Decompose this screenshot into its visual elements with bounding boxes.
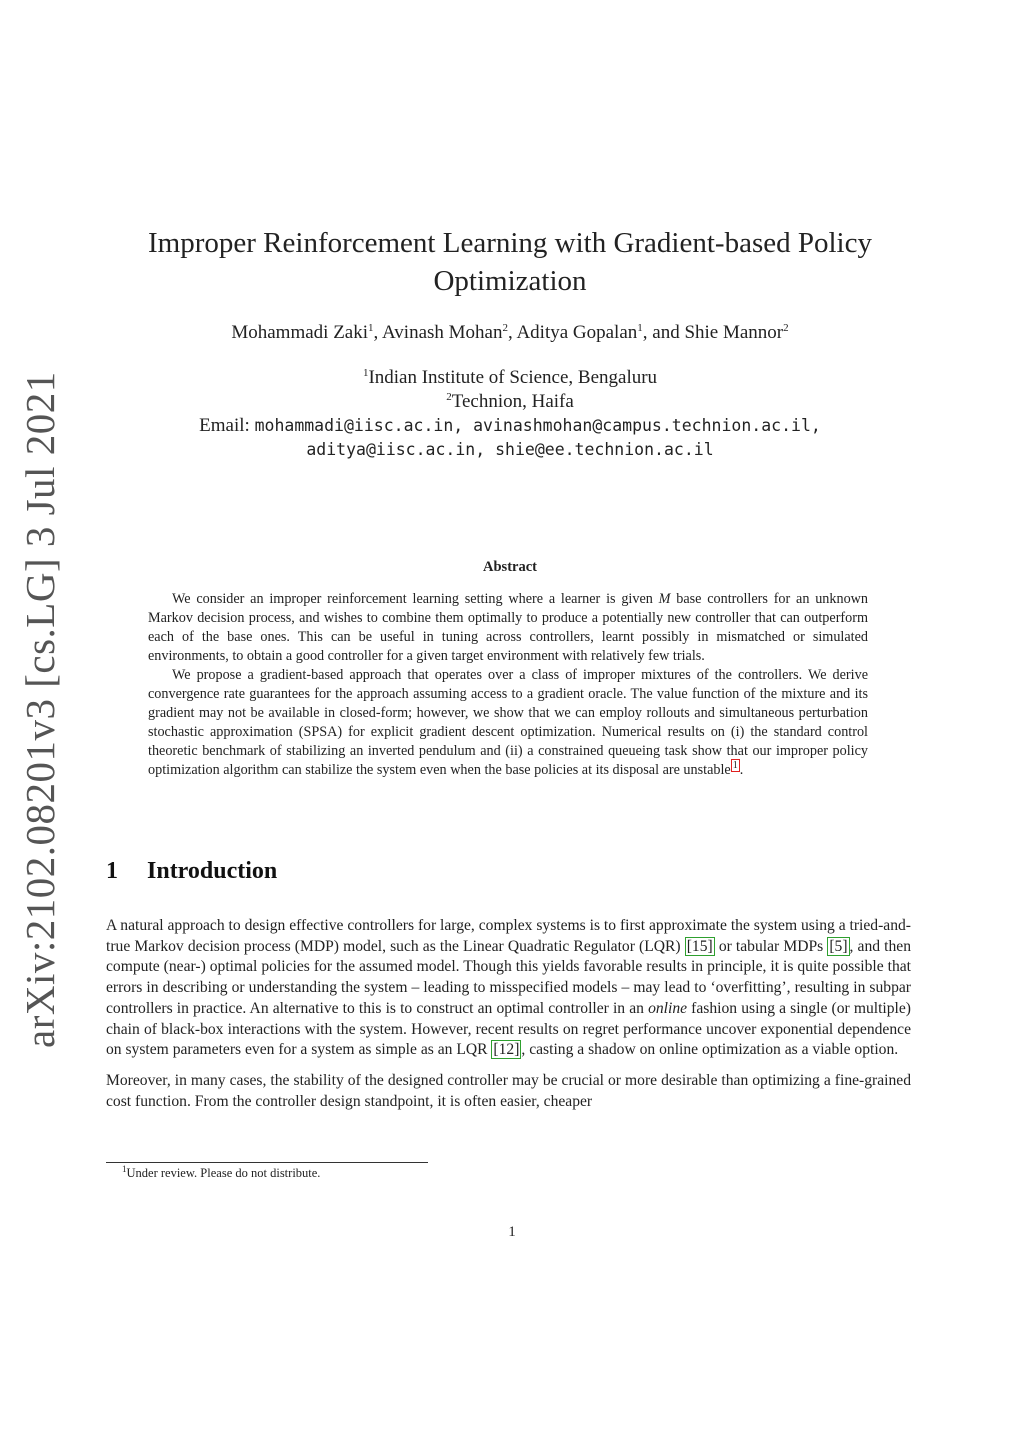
abstract-text: We propose a gradient-based approach that operates over a class of improper mixtures of the controllers. We derive convergence rate guarantees for the approach assuming access to a gradient oracle. The value function of the mixture and its gradient may not be available in closed-form; however, we show that we can employ rollouts and simultaneous perturbation stochastic approximation (SPSA) for explicit gradient descent optimization. Numerical results on (i) the standard control theoretic benchmark of stabilizing an inverted pendulum and (ii) a constrained queueing task show that our improper policy optimization algorithm can stabilize the system even when the base policies at its disposal are unstable (148, 667, 868, 778)
author-separator: , (507, 322, 517, 343)
author-name: Aditya Gopalan (516, 322, 638, 343)
footnote-text: Under review. Please do not distribute. (126, 1166, 321, 1180)
math-symbol: M (658, 591, 671, 607)
section-title: Introduction (147, 858, 278, 884)
emphasis-text: online (648, 999, 688, 1017)
author-list (110, 322, 910, 344)
citation-link[interactable]: [12] (493, 1041, 520, 1059)
title-line-1: Improper Reinforcement Learning with Gradient-based Policy (148, 227, 872, 259)
paper-title (110, 224, 910, 300)
citation-link[interactable]: [5] (829, 937, 848, 955)
affil-mark: 2 (446, 391, 452, 403)
footnote-mark: 1 (122, 1164, 127, 1174)
author-affil-mark: 2 (502, 322, 508, 334)
author-affil-mark: 1 (637, 322, 643, 334)
abstract-paragraph-1 (148, 590, 868, 666)
intro-paragraph-1 (106, 916, 911, 1061)
author-name: Shie Mannor (684, 322, 784, 343)
affiliation-2 (110, 390, 910, 414)
email-line-2 (110, 438, 910, 462)
introduction-body (106, 916, 911, 1122)
citation-link[interactable]: [15] (686, 937, 713, 955)
affil-text: Indian Institute of Science, Bengaluru (368, 367, 658, 388)
affil-mark: 1 (362, 367, 369, 379)
abstract-heading: Abstract (483, 559, 537, 575)
abstract-text: We consider an improper reinforcement learning setting where a learner is given (172, 591, 659, 607)
email-line-1 (110, 414, 910, 438)
email-label: Email: (199, 415, 250, 436)
intro-text: or tabular MDPs (714, 937, 828, 955)
page-number: 1 (508, 1224, 516, 1240)
footnote-link[interactable]: 1 (732, 760, 738, 771)
section-heading (106, 858, 277, 885)
author-affil-mark: 1 (368, 322, 374, 334)
author-name: Avinash Mohan (381, 322, 503, 343)
affiliations (110, 366, 910, 462)
arxiv-side-stamp: arXiv:2102.08201v3 [cs.LG] 3 Jul 2021 (17, 371, 63, 1048)
author-affil-mark: 2 (783, 322, 789, 334)
abstract-body (148, 590, 868, 780)
title-line-2: Optimization (433, 265, 587, 297)
section-number: 1 (106, 858, 118, 884)
email-addresses-1[interactable]: mohammadi@iisc.ac.in, avinashmohan@campus.technion.ac.il, (254, 416, 821, 435)
footnote (122, 1166, 320, 1181)
email-addresses-2[interactable]: aditya@iisc.ac.in, shie@ee.technion.ac.il (306, 440, 714, 459)
author-separator: , and (642, 322, 685, 343)
footnote-divider (106, 1162, 428, 1163)
intro-text: , casting a shadow on online optimization as a viable option. (521, 1041, 899, 1059)
intro-paragraph-2: Moreover, in many cases, the stability of the designed controller may be crucial or more desirable than optimizing a fine-grained cost function. From the controller design standpoint, it is often easier, cheaper (106, 1071, 911, 1110)
affiliation-1 (110, 366, 910, 390)
abstract-text: base controllers for an unknown Markov decision process, and wishes to combine them optimally to produce a potentially new controller that can outperform each of the base ones. This can be useful in tuning across controllers, learnt possibly in mismatched or simulated environments, to obtain a good controller for a given target environment with relatively few trials. (148, 591, 868, 664)
author-name: Mohammadi Zaki (231, 322, 369, 343)
intro-text: fashion using a single (or multiple) chain of black-box interactions with the system. However, recent results on regret performance uncover exponential dependence on system parameters even for a system as simple as an LQR (106, 999, 911, 1059)
abstract-paragraph-2 (148, 666, 868, 780)
intro-text: , and then compute (near-) optimal policies for the assumed model. Though this yields favorable results in principle, it is quite possible that errors in describing or understanding the system – leading to misspecified models – may lead to ‘overfitting’, resulting in subpar controllers in practice. An alternative to this is to construct an optimal controller in an (106, 937, 912, 1017)
abstract-text: . (739, 762, 744, 778)
author-separator: , (373, 322, 382, 343)
intro-text: A natural approach to design effective controllers for large, complex systems is to first approximate the system using a tried-and-true Markov decision process (MDP) model, such as the Linear Quadratic Regulator (LQR) (106, 917, 911, 955)
affil-text: Technion, Haifa (451, 391, 574, 412)
